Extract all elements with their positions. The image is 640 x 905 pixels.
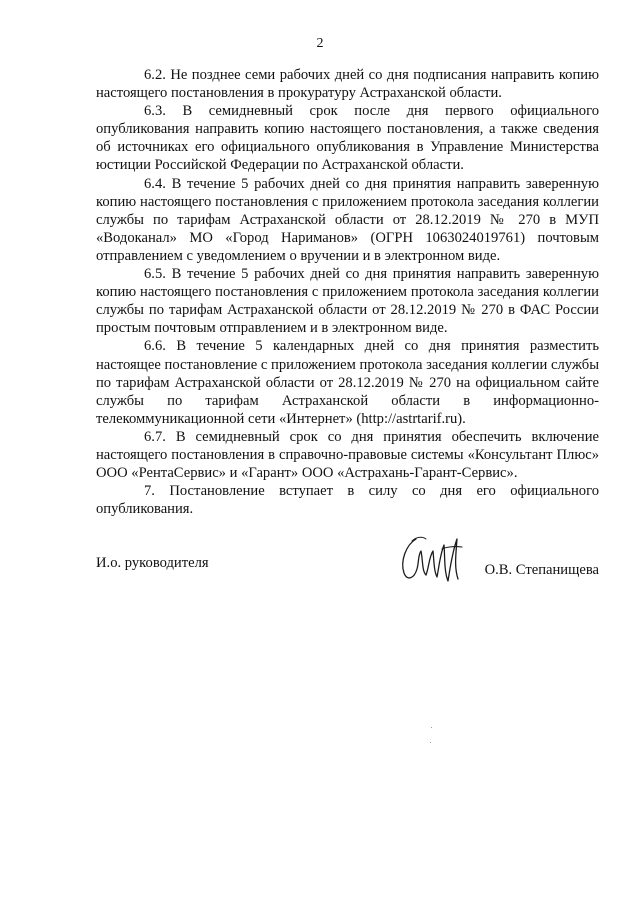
signature-block (96, 553, 599, 593)
paragraph-7: 7. Постановление вступает в силу со дня его официального опубликования. (96, 483, 599, 518)
paragraph-6-2: 6.2. Не позднее семи рабочих дней со дня подписания направить копию настоящего постановления в прокуратуру Астраханской области. (96, 67, 599, 102)
document-body (96, 66, 599, 518)
paragraph-6-7: 6.7. В семидневный срок со дня принятия обеспечить включение настоящего постановления в справочно-правовые системы «Консультант Плюс» ООО «РентаСервис» и «Гарант» ООО «Астрахань-Гарант-Сервис». (96, 428, 599, 482)
handwritten-signature (396, 531, 486, 587)
page-number: 2 (316, 36, 324, 51)
signatory-position: И.о. руководителя (96, 555, 209, 571)
paragraph-6-4: 6.4. В течение 5 рабочих дней со дня принятия направить заверенную копию настоящего постановления с приложением протокола заседания коллегии службы по тарифам Астраханской области от 28.12.2019 № 270 в МУП «Водоканал» МО «Город Нариманов» (ОГРН 1063024019761) почтовым отправлением с уведомлением о вручении и в электронном виде. (96, 175, 599, 264)
signatory-name: О.В. Степанищева (484, 562, 599, 578)
scan-speck (430, 742, 431, 743)
paragraph-6-3: 6.3. В семидневный срок после дня первого официального опубликования направить копию настоящего постановления, а также сведения об источниках его официального опубликования в Управление Министерства юстиции Российской Федерации по Астраханской области. (96, 103, 599, 174)
scan-speck (431, 727, 432, 728)
paragraph-6-6: 6.6. В течение 5 календарных дней со дня принятия разместить настоящее постановление с приложением протокола заседания коллегии службы по тарифам Астраханской области от 28.12.2019 № 270 на официальном сайте службы по тарифам Астраханской области в информационно-телекоммуникационной сети «Интернет» (http://astrtarif.ru). (96, 338, 599, 427)
paragraph-6-5: 6.5. В течение 5 рабочих дней со дня принятия направить заверенную копию настоящего постановления с приложением протокола заседания коллегии службы по тарифам Астраханской области от 28.12.2019 № 270 в ФАС России простым почтовым отправлением и в электронном виде. (96, 266, 599, 337)
